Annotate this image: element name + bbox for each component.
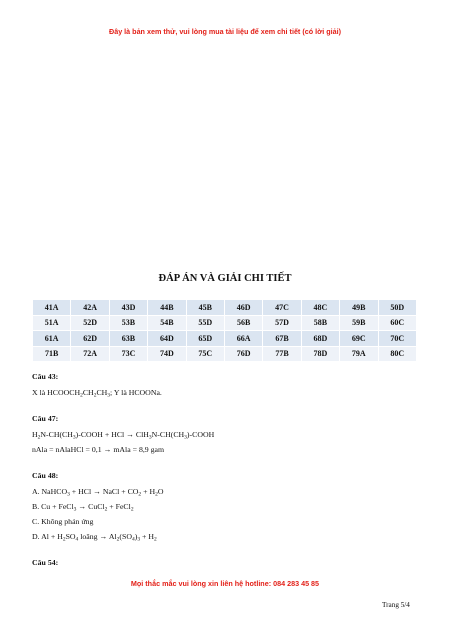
answer-cell: 76D xyxy=(224,346,262,362)
answer-cell: 64D xyxy=(148,331,186,347)
answer-cell: 50D xyxy=(378,300,416,316)
answer-cell: 42A xyxy=(71,300,109,316)
question-54-heading: Câu 54: xyxy=(32,558,59,567)
question-47-calculation: nAla = nAlaHCl = 0,1 → mAla = 8,9 gam xyxy=(32,445,165,454)
answer-cell: 62D xyxy=(71,331,109,347)
answer-cell: 41A xyxy=(33,300,71,316)
answer-cell: 58B xyxy=(301,315,339,331)
answer-cell: 56B xyxy=(224,315,262,331)
preview-notice-banner: Đây là bản xem thử, vui lòng mua tài liệu để xem chi tiết (có lời giải) xyxy=(109,27,341,36)
answer-cell: 65D xyxy=(186,331,224,347)
answer-cell: 57D xyxy=(263,315,301,331)
answer-row xyxy=(33,300,417,316)
question-48-heading: Câu 48: xyxy=(32,471,59,480)
answer-cell: 77B xyxy=(263,346,301,362)
answer-cell: 72A xyxy=(71,346,109,362)
question-43-heading: Câu 43: xyxy=(32,372,59,381)
question-48-option-c: C. Không phản ứng xyxy=(32,517,94,526)
answer-cell: 45B xyxy=(186,300,224,316)
answer-cell: 54B xyxy=(148,315,186,331)
answer-cell: 79A xyxy=(340,346,378,362)
question-43-answer: X là $HCOOCH_2CH_2CH_3$; Y là HCOONa. xyxy=(32,388,162,399)
answer-cell: 51A xyxy=(33,315,71,331)
answer-cell: 59B xyxy=(340,315,378,331)
question-47-equation: $H_2N-CH(CH_3)$-COOH + HCl → $ClH_3N-CH(CH_3)$-COOH xyxy=(32,430,215,441)
answer-cell: 52D xyxy=(71,315,109,331)
answer-cell: 69C xyxy=(340,331,378,347)
answer-cell: 44B xyxy=(148,300,186,316)
answer-cell: 55D xyxy=(186,315,224,331)
solutions-section xyxy=(32,371,422,573)
answer-cell: 70C xyxy=(378,331,416,347)
answer-cell: 80C xyxy=(378,346,416,362)
answer-cell: 78D xyxy=(301,346,339,362)
answer-cell: 73C xyxy=(109,346,147,362)
answer-cell: 61A xyxy=(33,331,71,347)
answer-cell: 63B xyxy=(109,331,147,347)
answer-cell: 49B xyxy=(340,300,378,316)
question-47-heading: Câu 47: xyxy=(32,414,59,423)
answer-key-table xyxy=(32,299,417,362)
answer-cell: 66A xyxy=(224,331,262,347)
question-48-option-d: D. $Al + H_2SO_4$ loãng → $Al_2(SO_4)_3 + H_2$ xyxy=(32,532,157,543)
answer-row xyxy=(33,346,417,362)
question-48-option-b: B. Cu + FeCl$_3$ → CuCl$_2$ + FeCl$_2$ xyxy=(32,502,134,513)
answer-cell: 68D xyxy=(301,331,339,347)
hotline-banner: Mọi thắc mắc vui lòng xin liên hệ hotline: 084 283 45 85 xyxy=(130,579,320,588)
page-number: Trang 5/4 xyxy=(382,601,410,609)
answer-cell: 43D xyxy=(109,300,147,316)
answer-row xyxy=(33,315,417,331)
question-48-option-a: A. NaHCO$_3$ + HCl → NaCl + $CO_2 + H_2O$ xyxy=(32,487,164,498)
answer-cell: 71B xyxy=(33,346,71,362)
answer-cell: 48C xyxy=(301,300,339,316)
answer-cell: 47C xyxy=(263,300,301,316)
answer-row xyxy=(33,331,417,347)
answer-cell: 46D xyxy=(224,300,262,316)
answer-cell: 75C xyxy=(186,346,224,362)
section-title: ĐÁP ÁN VÀ GIẢI CHI TIẾT xyxy=(158,273,292,284)
answer-cell: 74D xyxy=(148,346,186,362)
answer-cell: 53B xyxy=(109,315,147,331)
answer-cell: 67B xyxy=(263,331,301,347)
answer-cell: 60C xyxy=(378,315,416,331)
